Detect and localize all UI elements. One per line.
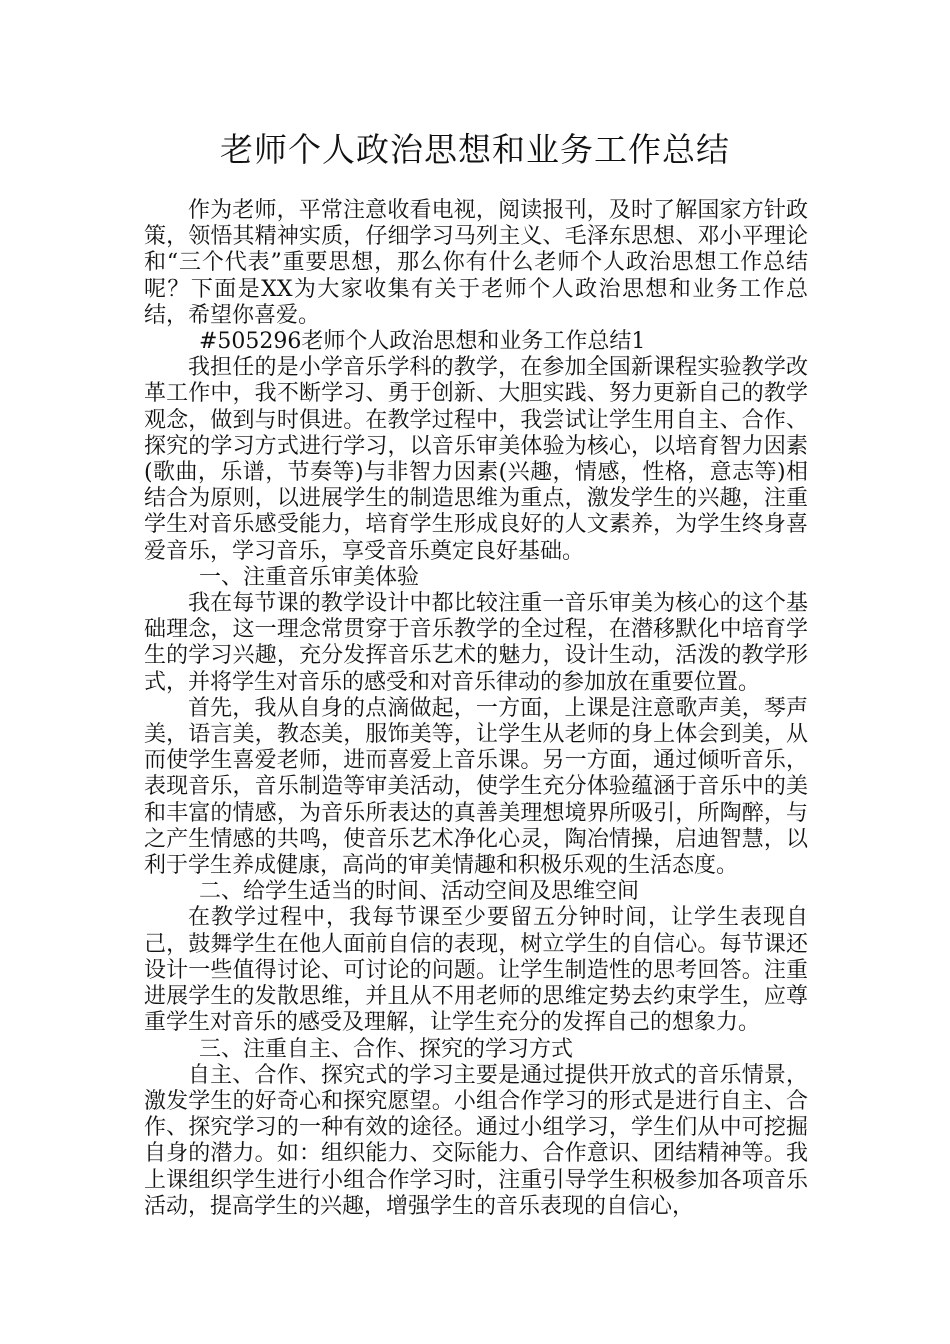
paragraph: 首先，我从自身的点滴做起，一方面，上课是注意歌声美，琴声美，语言美，教态美，服饰美等，让学生从老师的身上体会到美，从而使学生喜爱老师，进而喜爱上音乐课。另一方面，通过倾听音乐，表现音乐，音乐制造等审美活动，使学生充分体验蕴涵于音乐中的美和丰富的情感，为音乐所表达的真善美理想境界所吸引，所陶醉，与之产生情感的共鸣，使音乐艺术净化心灵，陶冶情操，启迪智慧，以利于学生养成健康，高尚的审美情趣和积极乐观的生活态度。 — [144, 695, 808, 879]
section-heading: 三、注重自主、合作、探究的学习方式 — [199, 1036, 574, 1062]
paragraph: 我担任的是小学音乐学科的教学，在参加全国新课程实验教学改革工作中，我不断学习、勇于创新、大胆实践、努力更新自己的教学观念，做到与时俱进。在教学过程中，我尝试让学生用自主、合作、探究的学习方式进行学习，以音乐审美体验为核心，以培育智力因素(歌曲，乐谱，节奏等)与非智力因素(兴趣，情感，性格，意志等)相结合为原则，以进展学生的制造思维为重点，激发学生的兴趣，注重学生对音乐感受能力，培育学生形成良好的人文素养，为学生终身喜爱音乐，学习音乐，享受音乐奠定良好基础。 — [144, 355, 808, 564]
document-body — [144, 198, 808, 1220]
paragraph: 我在每节课的教学设计中都比较注重一音乐审美为核心的这个基础理念，这一理念常贯穿于音乐教学的全过程，在潜移默化中培育学生的学习兴趣，充分发挥音乐艺术的魅力，设计生动，活泼的教学形式，并将学生对音乐的感受和对音乐律动的参加放在重要位置。 — [144, 591, 808, 695]
paragraph: 自主、合作、探究式的学习主要是通过提供开放式的音乐情景，激发学生的好奇心和探究愿望。小组合作学习的形式是进行自主、合作、探究学习的一种有效的途径。通过小组学习，学生们从中可挖掘自身的潜力。如：组织能力、交际能力、合作意识、团结精神等。我上课组织学生进行小组合作学习时，注重引导学生积极参加各项音乐活动，提高学生的兴趣，增强学生的音乐表现的自信心， — [144, 1062, 808, 1219]
section-heading: 二、给学生适当的时间、活动空间及思维空间 — [199, 879, 640, 905]
document-title: 老师个人政治思想和业务工作总结 — [220, 130, 730, 169]
paragraph: 作为老师，平常注意收看电视，阅读报刊，及时了解国家方针政策，领悟其精神实质，仔细学习马列主义、毛泽东思想、邓小平理论和“三个代表”重要思想，那么你有什么老师个人政治思想工作总结呢？下面是XX为大家收集有关于老师个人政治思想和业务工作总结，希望你喜爱。 — [144, 198, 808, 328]
section-heading: 一、注重音乐审美体验 — [199, 564, 420, 590]
paragraph: 在教学过程中，我每节课至少要留五分钟时间，让学生表现自己，鼓舞学生在他人面前自信的表现，树立学生的自信心。每节课还设计一些值得讨论、可讨论的问题。让学生制造性的思考回答。注重进展学生的发散思维，并且从不用老师的思维定势去约束学生，应尊重学生对音乐的感受及理解，让学生充分的发挥自己的想象力。 — [144, 905, 808, 1036]
section-heading: #505296老师个人政治思想和业务工作总结1 — [199, 329, 646, 355]
